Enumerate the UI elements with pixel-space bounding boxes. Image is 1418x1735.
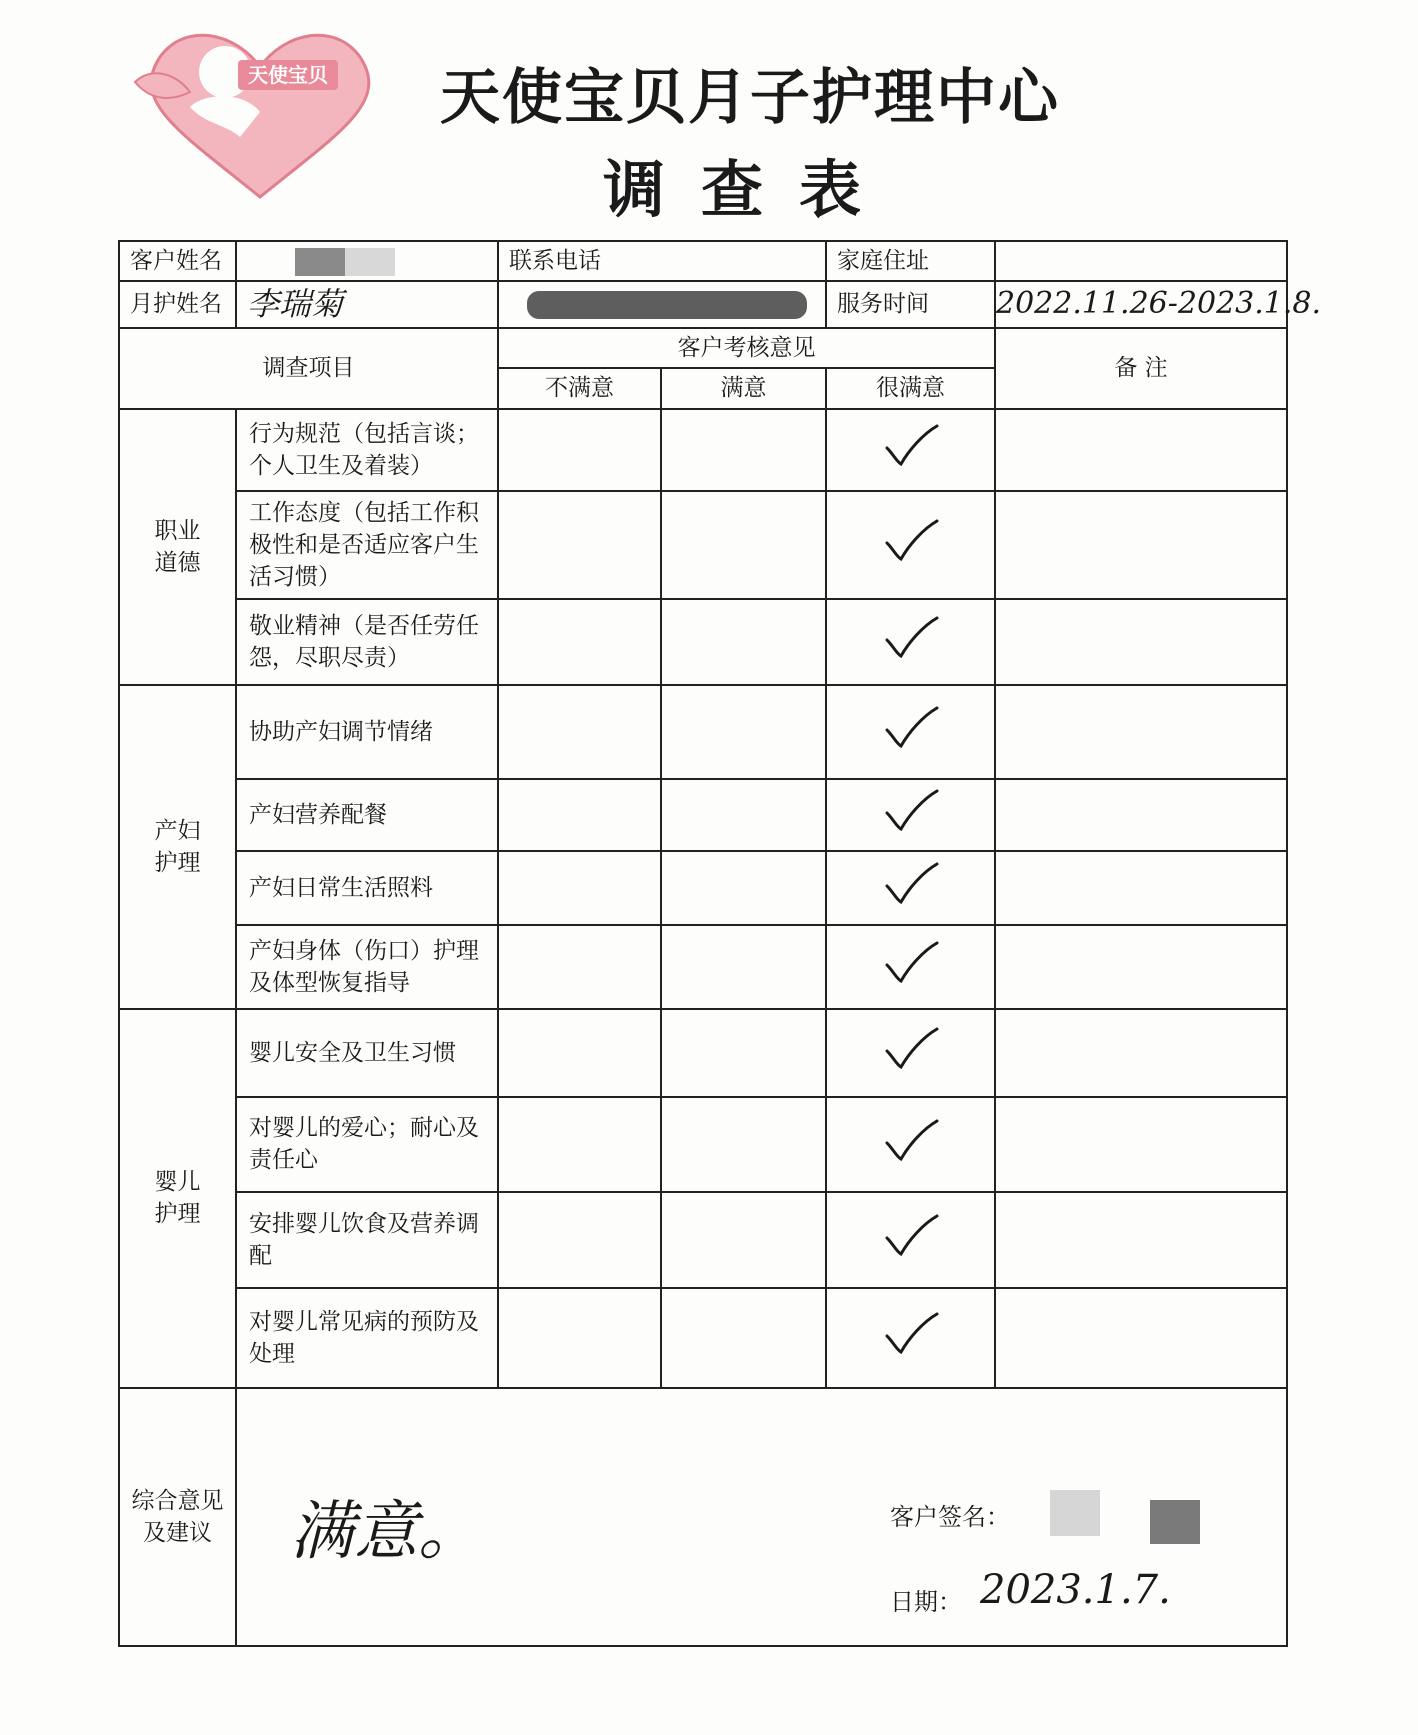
item-label: 对婴儿常见病的预防及处理: [236, 1288, 498, 1388]
rating-cell: [498, 1009, 661, 1097]
rating-cell: [826, 1288, 995, 1388]
check-mark-icon: [881, 1308, 941, 1358]
item-label: 工作态度（包括工作积极性和是否适应客户生活习惯）: [236, 491, 498, 599]
remarks-cell: [995, 1097, 1287, 1192]
table-row: [119, 851, 1287, 925]
remarks-cell: [995, 409, 1287, 491]
signature-redaction-2: [1150, 1500, 1200, 1544]
rating-cell: [498, 1288, 661, 1388]
table-row: [119, 491, 1287, 599]
signature-label: 客户签名：: [890, 1503, 1010, 1531]
rating-cell: [661, 925, 826, 1009]
table-row: [119, 599, 1287, 685]
page-subtitle: 调查表: [602, 153, 897, 226]
rating-cell: [498, 779, 661, 851]
item-label: 行为规范（包括言谈；个人卫生及着装）: [236, 409, 498, 491]
customer-name-label: 客户姓名: [119, 241, 236, 281]
table-row: [119, 925, 1287, 1009]
item-label: 婴儿安全及卫生习惯: [236, 1009, 498, 1097]
check-mark-icon: [881, 1210, 941, 1260]
opinion-label: 综合意见 及建议: [119, 1388, 236, 1646]
rating-cell: [826, 1097, 995, 1192]
check-mark-icon: [881, 785, 941, 835]
phone-label: 联系电话: [498, 241, 826, 281]
unsatisfied-header: 不满意: [498, 368, 661, 409]
remarks-cell: [995, 851, 1287, 925]
rating-cell: [661, 409, 826, 491]
date-value: 2023.1.7.: [980, 1567, 1171, 1613]
very-satisfied-header: 很满意: [826, 368, 995, 409]
survey-table: [118, 240, 1322, 1647]
remarks-cell: [995, 491, 1287, 599]
item-label: 协助产妇调节情绪: [236, 685, 498, 779]
rating-cell: [498, 685, 661, 779]
remarks-cell: [995, 685, 1287, 779]
rating-cell: [498, 851, 661, 925]
table-row: [119, 1097, 1287, 1192]
rating-cell: [498, 1192, 661, 1288]
check-mark-icon: [881, 1115, 941, 1165]
rating-cell: [661, 685, 826, 779]
rating-cell: [826, 925, 995, 1009]
remarks-cell: [995, 1009, 1287, 1097]
table-row: [119, 409, 1287, 491]
check-mark-icon: [881, 420, 941, 470]
remarks-cell: [995, 599, 1287, 685]
service-time-label: 服务时间: [826, 281, 995, 328]
address-value: [995, 241, 1287, 281]
item-label: 产妇身体（伤口）护理及体型恢复指导: [236, 925, 498, 1009]
rating-cell: [498, 599, 661, 685]
check-mark-icon: [881, 612, 941, 662]
opinion-value: 满意。: [290, 1495, 482, 1569]
rating-cell: [498, 1097, 661, 1192]
table-row: [119, 1192, 1287, 1288]
nurse-name-value: 李瑞菊: [236, 281, 498, 328]
table-row: [119, 779, 1287, 851]
check-mark-icon: [881, 937, 941, 987]
category-label: 职业 道德: [119, 409, 236, 685]
rating-cell: [661, 851, 826, 925]
rating-cell: [826, 409, 995, 491]
remarks-cell: [995, 779, 1287, 851]
rating-cell: [826, 491, 995, 599]
rating-cell: [661, 1192, 826, 1288]
rating-cell: [498, 925, 661, 1009]
customer-name-value: [236, 241, 498, 281]
category-label: 产妇 护理: [119, 685, 236, 1009]
rating-cell: [661, 491, 826, 599]
logo: [120, 12, 390, 202]
address-label: 家庭住址: [826, 241, 995, 281]
rating-cell: [661, 1288, 826, 1388]
service-time-value: 2022.11.26-2023.1.8.: [995, 281, 1287, 328]
item-label: 产妇日常生活照料: [236, 851, 498, 925]
remarks-cell: [995, 1192, 1287, 1288]
check-mark-icon: [881, 1023, 941, 1073]
logo-text: 天使宝贝: [248, 63, 328, 87]
check-mark-icon: [881, 858, 941, 908]
rating-cell: [826, 599, 995, 685]
rating-cell: [498, 491, 661, 599]
phone-value: [498, 281, 826, 328]
check-mark-icon: [881, 702, 941, 752]
rating-cell: [661, 599, 826, 685]
date-label: 日期：: [890, 1588, 962, 1616]
rating-cell: [661, 779, 826, 851]
table-row: [119, 1288, 1287, 1388]
table-row: [119, 685, 1287, 779]
remarks-cell: [995, 1288, 1287, 1388]
rating-cell: [498, 409, 661, 491]
item-label: 对婴儿的爱心；耐心及责任心: [236, 1097, 498, 1192]
satisfied-header: 满意: [661, 368, 826, 409]
rating-cell: [826, 685, 995, 779]
remarks-header: 备 注: [995, 328, 1287, 409]
table-row: [119, 1009, 1287, 1097]
assessment-header: 客户考核意见: [498, 328, 995, 368]
item-label: 敬业精神（是否任劳任怨，尽职尽责）: [236, 599, 498, 685]
info-row-2: [119, 281, 1287, 328]
header-row-1: [119, 328, 1287, 368]
rating-cell: [826, 779, 995, 851]
nurse-name-label: 月护姓名: [119, 281, 236, 328]
signature-redaction-1: [1050, 1490, 1100, 1536]
rating-cell: [826, 851, 995, 925]
page-title: 天使宝贝月子护理中心: [440, 63, 1060, 133]
rating-cell: [826, 1192, 995, 1288]
check-mark-icon: [881, 515, 941, 565]
category-label: 婴儿 护理: [119, 1009, 236, 1388]
remarks-cell: [995, 925, 1287, 1009]
item-label: 产妇营养配餐: [236, 779, 498, 851]
rating-cell: [661, 1009, 826, 1097]
survey-item-header: 调查项目: [119, 328, 498, 409]
rating-cell: [661, 1097, 826, 1192]
item-label: 安排婴儿饮食及营养调配: [236, 1192, 498, 1288]
info-row-1: [119, 241, 1287, 281]
rating-cell: [826, 1009, 995, 1097]
